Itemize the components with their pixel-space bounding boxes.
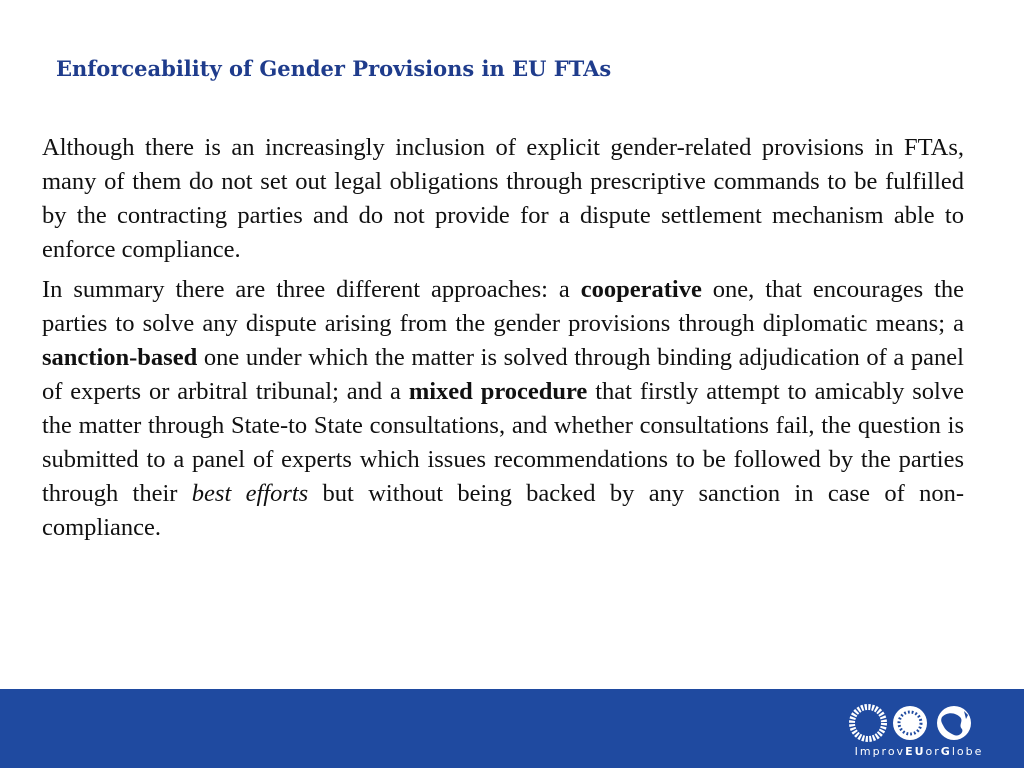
paragraph-2-text: In summary there are three different approaches: a bbox=[42, 276, 581, 303]
sanction-based-term: sanction-based bbox=[42, 344, 198, 371]
best-efforts-term: best efforts bbox=[191, 480, 309, 507]
logo-emblems-icon bbox=[848, 703, 990, 743]
paragraph-1: Although there is an increasingly inclusion of explicit gender-related provisions in FTAs, many of them do not set out legal obligations through prescriptive commands to be fulfilled by the contracting parties and do not provide for a dispute settlement mechanism able to enforce compliance. bbox=[42, 134, 964, 263]
cooperative-term: cooperative bbox=[580, 276, 702, 303]
footer-band bbox=[0, 689, 1024, 768]
mixed-procedure-term: mixed procedure bbox=[408, 378, 588, 405]
slide-body bbox=[42, 131, 964, 551]
paragraph-2-text: but without being backed by any sanction in case of non-compliance. bbox=[42, 480, 964, 541]
improveuorglobe-logo bbox=[844, 703, 994, 761]
paragraph-2-text: one under which the matter is solved through binding adjudication of a panel of experts or arbitral tribunal; and a bbox=[42, 344, 964, 405]
sunburst-icon bbox=[852, 707, 884, 739]
eu-stars-icon bbox=[893, 706, 927, 740]
paragraph-2-text: one, that encourages the parties to solve any dispute arising from the gender provisions through diplomatic means; a bbox=[42, 276, 964, 337]
globe-map-icon bbox=[937, 706, 971, 740]
paragraph-2 bbox=[42, 273, 964, 545]
paragraph-2-text: that firstly attempt to amicably solve the matter through State-to State consultations, and whether consultations fail, the question is submitted to a panel of experts which issues recommendations to be followed by the parties through their bbox=[42, 378, 964, 507]
slide-title: Enforceability of Gender Provisions in EU FTAs bbox=[56, 56, 612, 81]
logo-wordmark: ImprovEUorGlobe bbox=[854, 745, 984, 758]
